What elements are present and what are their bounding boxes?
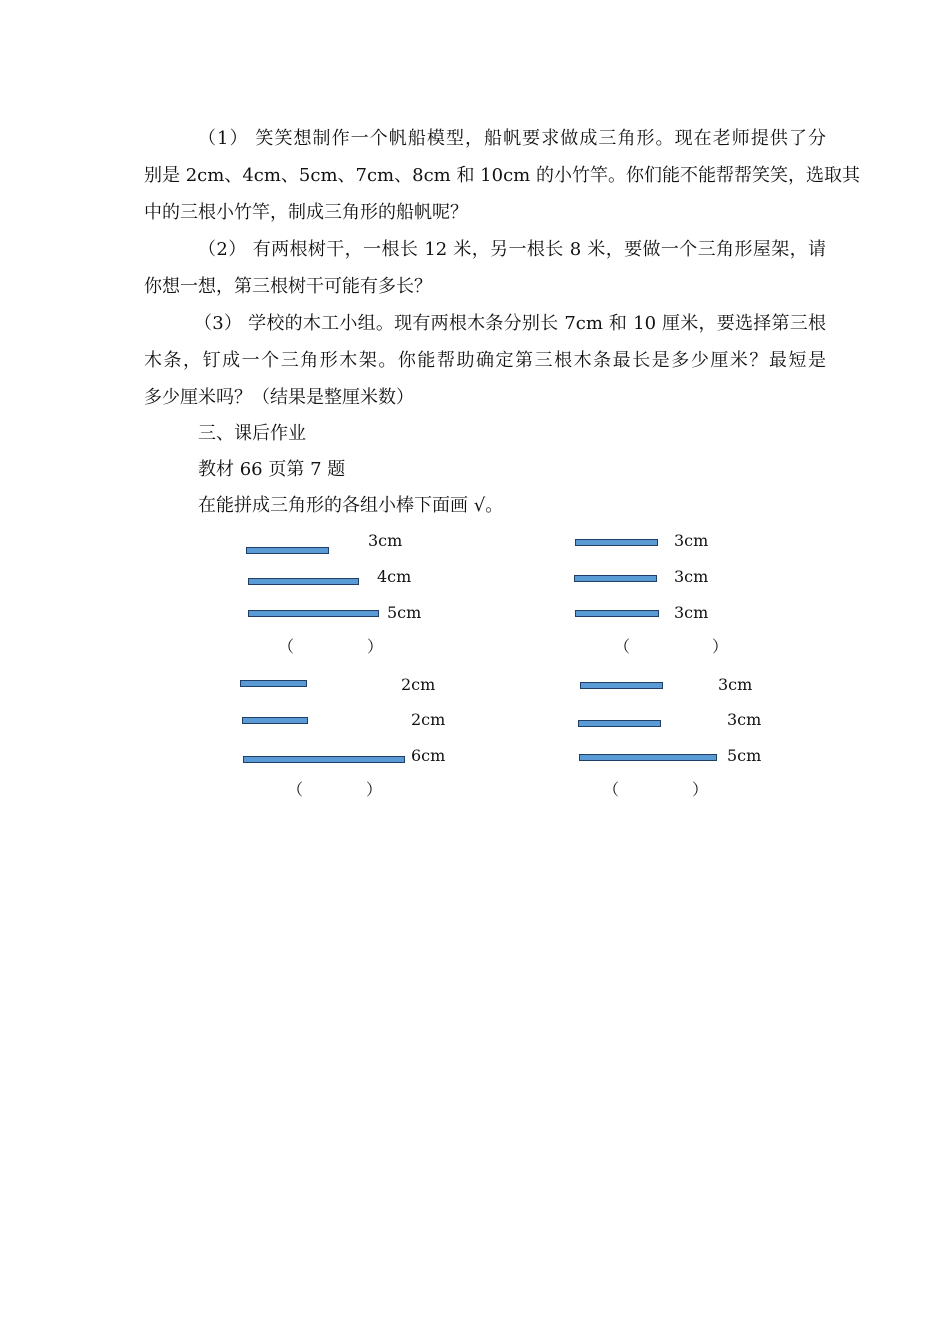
exercise-instruction: 在能拼成三角形的各组小棒下面画 √。 (198, 495, 504, 516)
stick-label-g1-1: 3cm (368, 531, 403, 550)
stick-label-g4-3: 5cm (727, 746, 762, 765)
stick-label-g1-3: 5cm (387, 603, 422, 622)
q2-line-1: （2） 有两根树干，一根长 12 米，另一根长 8 米，要做一个三角形屋架，请 (198, 239, 826, 260)
stick-g2-1 (575, 539, 658, 546)
stick-g4-2 (578, 720, 661, 727)
stick-label-g2-1: 3cm (674, 531, 709, 550)
q3-line-3: 多少厘米吗？（结果是整厘米数） (144, 387, 414, 408)
answer-paren-close-g1: ） (367, 637, 384, 656)
answer-paren-close-g3: ） (366, 780, 383, 799)
stick-label-g3-3: 6cm (411, 746, 446, 765)
stick-g4-3 (579, 754, 717, 761)
answer-paren-close-g2: ） (712, 637, 729, 656)
stick-label-g4-2: 3cm (727, 710, 762, 729)
textbook-reference: 教材 66 页第 7 题 (198, 459, 346, 480)
stick-g4-1 (580, 682, 663, 689)
stick-label-g2-3: 3cm (674, 603, 709, 622)
stick-label-g1-2: 4cm (377, 567, 412, 586)
stick-g1-3 (248, 610, 379, 617)
answer-paren-open-g4: （ (603, 780, 620, 799)
section-title: 三、课后作业 (198, 423, 306, 444)
stick-g1-1 (246, 547, 329, 554)
q2-line-2: 你想一想，第三根树干可能有多长？ (144, 276, 432, 297)
q3-line-2: 木条，钉成一个三角形木架。你能帮助确定第三根木条最长是多少厘米？最短是 (144, 350, 826, 371)
stick-label-g2-2: 3cm (674, 567, 709, 586)
stick-g1-2 (248, 578, 359, 585)
stick-label-g4-1: 3cm (718, 675, 753, 694)
stick-g3-1 (240, 680, 307, 687)
stick-g2-2 (574, 575, 657, 582)
q1-line-3: 中的三根小竹竿，制成三角形的船帆呢？ (144, 202, 468, 223)
stick-g3-2 (242, 717, 308, 724)
q1-line-1: （1） 笑笑想制作一个帆船模型，船帆要求做成三角形。现在老师提供了分 (198, 128, 826, 149)
answer-paren-open-g1: （ (278, 637, 295, 656)
q1-line-2: 别是 2cm、4cm、5cm、7cm、8cm 和 10cm 的小竹竿。你们能不能帮帮笑笑，选取其 (144, 165, 860, 186)
stick-label-g3-1: 2cm (401, 675, 436, 694)
stick-g2-3 (575, 610, 659, 617)
q3-line-1: （3） 学校的木工小组。现有两根木条分别长 7cm 和 10 厘米，要选择第三根 (194, 313, 826, 334)
stick-g3-3 (243, 756, 405, 763)
answer-paren-open-g3: （ (287, 780, 304, 799)
stick-label-g3-2: 2cm (411, 710, 446, 729)
answer-paren-close-g4: ） (692, 780, 709, 799)
answer-paren-open-g2: （ (614, 637, 631, 656)
